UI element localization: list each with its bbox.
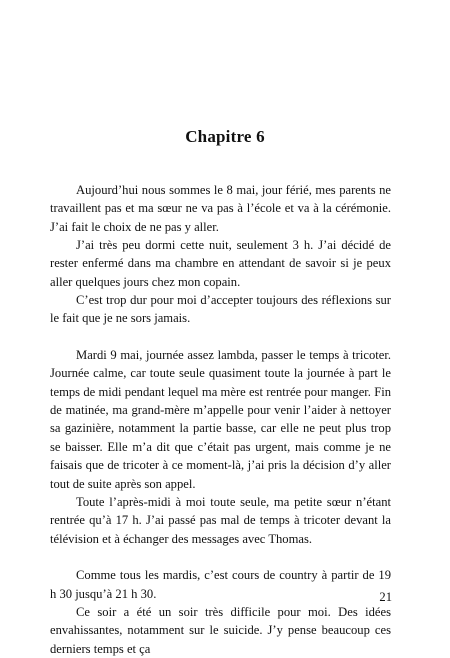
paragraph: Aujourd’hui nous sommes le 8 mai, jour férié, mes parents ne travaillent pas et ma sœur ne va pas à l’école et va à la cérémonie. J’ai fait le choix de ne pas y aller. (50, 183, 391, 234)
paragraph: Comme tous les mardis, c’est cours de country à partir de 19 h 30 jusqu’à 21 h 30. (50, 568, 391, 601)
page-number: 21 (379, 590, 392, 604)
paragraph: J’ai très peu dormi cette nuit, seulement 3 h. J’ai décidé de rester enfermé dans ma chambre en attendant de savoir si je peux aller quelques jours chez mon copain. (50, 238, 391, 289)
paragraph: Toute l’après-midi à moi toute seule, ma petite sœur n’étant rentrée qu’à 17 h. J’ai passé pas mal de temps à tricoter devant la télévision et à échanger des messages avec Thomas. (50, 494, 391, 546)
paragraph: Mardi 9 mai, journée assez lambda, passer le temps à tricoter. Journée calme, car toute seule quasiment toute la journée à part le temps de midi pendant lequel ma mère est rentrée pour manger. Fin de matinée, ma grand-mère m’appelle pour venir l’aider à nettoyer sa gazinière, notamment la partie basse, car elle ne peut plus trop se baisser. Elle m’a dit que c’était pas urgent, mais comme je ne faisais que de tricoter à ce moment-là, j’ai pris la décision d’y aller tout de suite après son appel. (50, 348, 391, 491)
body-text (50, 181, 391, 658)
chapter-title: Chapitre 6 (185, 127, 265, 146)
paragraph: Ce soir a été un soir très difficile pour moi. Des idées envahissantes, notamment sur le suicide. J’y pense beaucoup ces derniers temps et ça (50, 604, 391, 656)
paragraph-break (50, 328, 391, 346)
paragraph: C’est trop dur pour moi d’accepter toujours des réflexions sur le fait que je ne sors jamais. (50, 293, 391, 326)
paragraph-break (50, 548, 391, 566)
